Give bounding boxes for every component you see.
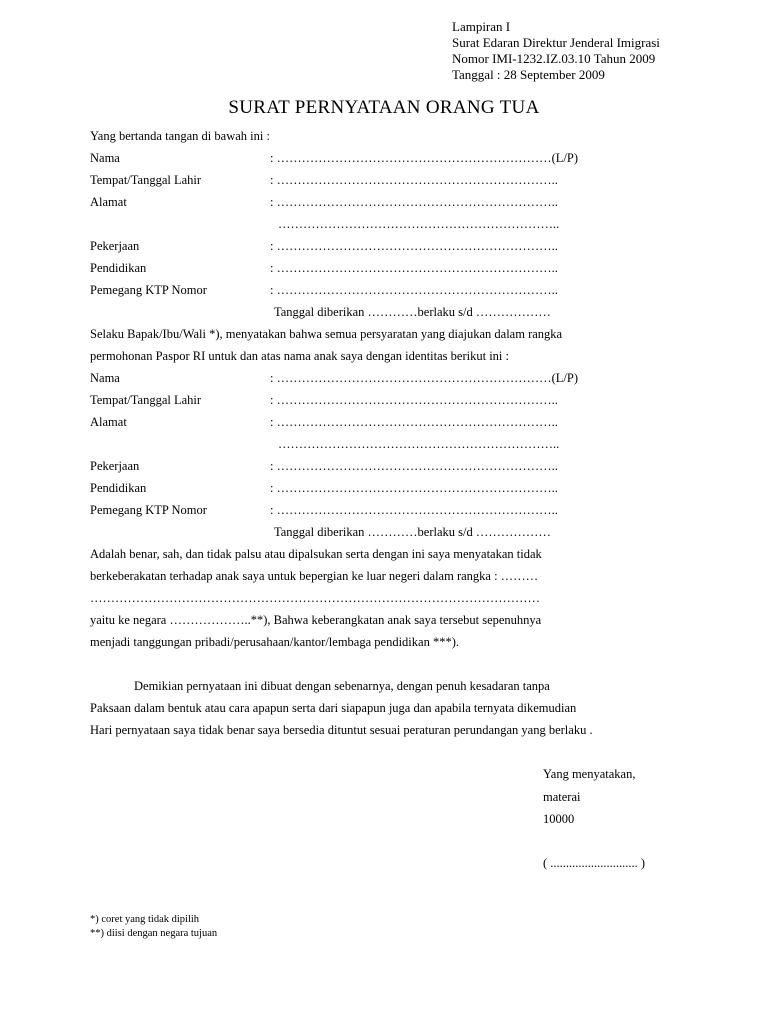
statement-line-1: Selaku Bapak/Ibu/Wali *), menyatakan bahwa semua persyaratan yang diajukan dalam rangka [90, 327, 563, 341]
child-birth-label: Tempat/Tanggal Lahir [90, 393, 202, 407]
child-name-label: Nama [90, 371, 120, 385]
body-line-3: ……………………………………………………………………………………………… [90, 591, 540, 605]
parent-address-field-1: : ………………………………………………………….. [270, 195, 558, 209]
header-line-4: Tanggal : 28 September 2009 [452, 67, 605, 82]
footnote-2: **) diisi dengan negara tujuan [90, 928, 218, 939]
parent-ktp-date-field: Tanggal diberikan …………berlaku s/d ……………… [274, 305, 551, 319]
intro-text: Yang bertanda tangan di bawah ini : [90, 129, 270, 143]
footnote-1: *) coret yang tidak dipilih [90, 914, 200, 925]
document-title: SURAT PERNYATAAN ORANG TUA [228, 97, 540, 118]
child-job-label: Pekerjaan [90, 459, 140, 473]
child-name-field: : …………………………………………………………(L/P) [270, 371, 578, 385]
header-line-1: Lampiran I [452, 19, 511, 34]
parent-name-label: Nama [90, 151, 120, 165]
child-ktp-date-field: Tanggal diberikan …………berlaku s/d ……………… [274, 525, 551, 539]
header-line-3: Nomor IMI-1232.IZ.03.10 Tahun 2009 [452, 51, 656, 66]
child-address-field-2: ………………………………………………………….. [278, 437, 560, 451]
body-line-2: berkeberakatan terhadap anak saya untuk bepergian ke luar negeri dalam rangka : ……… [90, 569, 539, 583]
parent-name-field: : …………………………………………………………(L/P) [270, 151, 578, 165]
stamp-duty-amount: 10000 [543, 812, 575, 826]
body-line-4: yaitu ke negara ………………..**), Bahwa keberangkatan anak saya tersebut sepenuhnya [90, 613, 542, 627]
parent-education-label: Pendidikan [90, 261, 147, 275]
statement-line-2: permohonan Paspor RI untuk dan atas nama anak saya dengan identitas berikut ini : [90, 349, 509, 363]
parent-birth-label: Tempat/Tanggal Lahir [90, 173, 202, 187]
closing-line-3: Hari pernyataan saya tidak benar saya bersedia dituntut sesuai peraturan perundangan yang berlaku . [90, 723, 593, 737]
child-ktp-field: : ………………………………………………………….. [270, 503, 558, 517]
child-ktp-label: Pemegang KTP Nomor [90, 503, 207, 517]
parent-address-field-2: ………………………………………………………….. [278, 217, 560, 231]
signature-name-field: ( ............................ ) [543, 856, 646, 870]
child-job-field: : ………………………………………………………….. [270, 459, 558, 473]
stamp-duty-label: materai [543, 790, 581, 804]
parent-job-label: Pekerjaan [90, 239, 140, 253]
header-line-2: Surat Edaran Direktur Jenderal Imigrasi [452, 35, 660, 50]
parent-ktp-field: : ………………………………………………………….. [270, 283, 558, 297]
child-address-field-1: : ………………………………………………………….. [270, 415, 558, 429]
parent-ktp-label: Pemegang KTP Nomor [90, 283, 207, 297]
parent-address-label: Alamat [90, 195, 127, 209]
parent-job-field: : ………………………………………………………….. [270, 239, 558, 253]
child-education-field: : ………………………………………………………….. [270, 481, 558, 495]
parent-birth-field: : ………………………………………………………….. [270, 173, 558, 187]
child-birth-field: : ………………………………………………………….. [270, 393, 558, 407]
child-address-label: Alamat [90, 415, 127, 429]
child-education-label: Pendidikan [90, 481, 147, 495]
closing-line-1: Demikian pernyataan ini dibuat dengan sebenarnya, dengan penuh kesadaran tanpa [134, 679, 550, 693]
closing-line-2: Paksaan dalam bentuk atau cara apapun serta dari siapapun juga dan apabila ternyata dikemudian [90, 701, 577, 715]
body-line-1: Adalah benar, sah, dan tidak palsu atau dipalsukan serta dengan ini saya menyatakan tidak [90, 547, 542, 561]
signature-label: Yang menyatakan, [543, 767, 636, 781]
parent-education-field: : ………………………………………………………….. [270, 261, 558, 275]
attachment-header [452, 19, 660, 83]
body-line-5: menjadi tanggungan pribadi/perusahaan/kantor/lembaga pendidikan ***). [90, 635, 459, 649]
